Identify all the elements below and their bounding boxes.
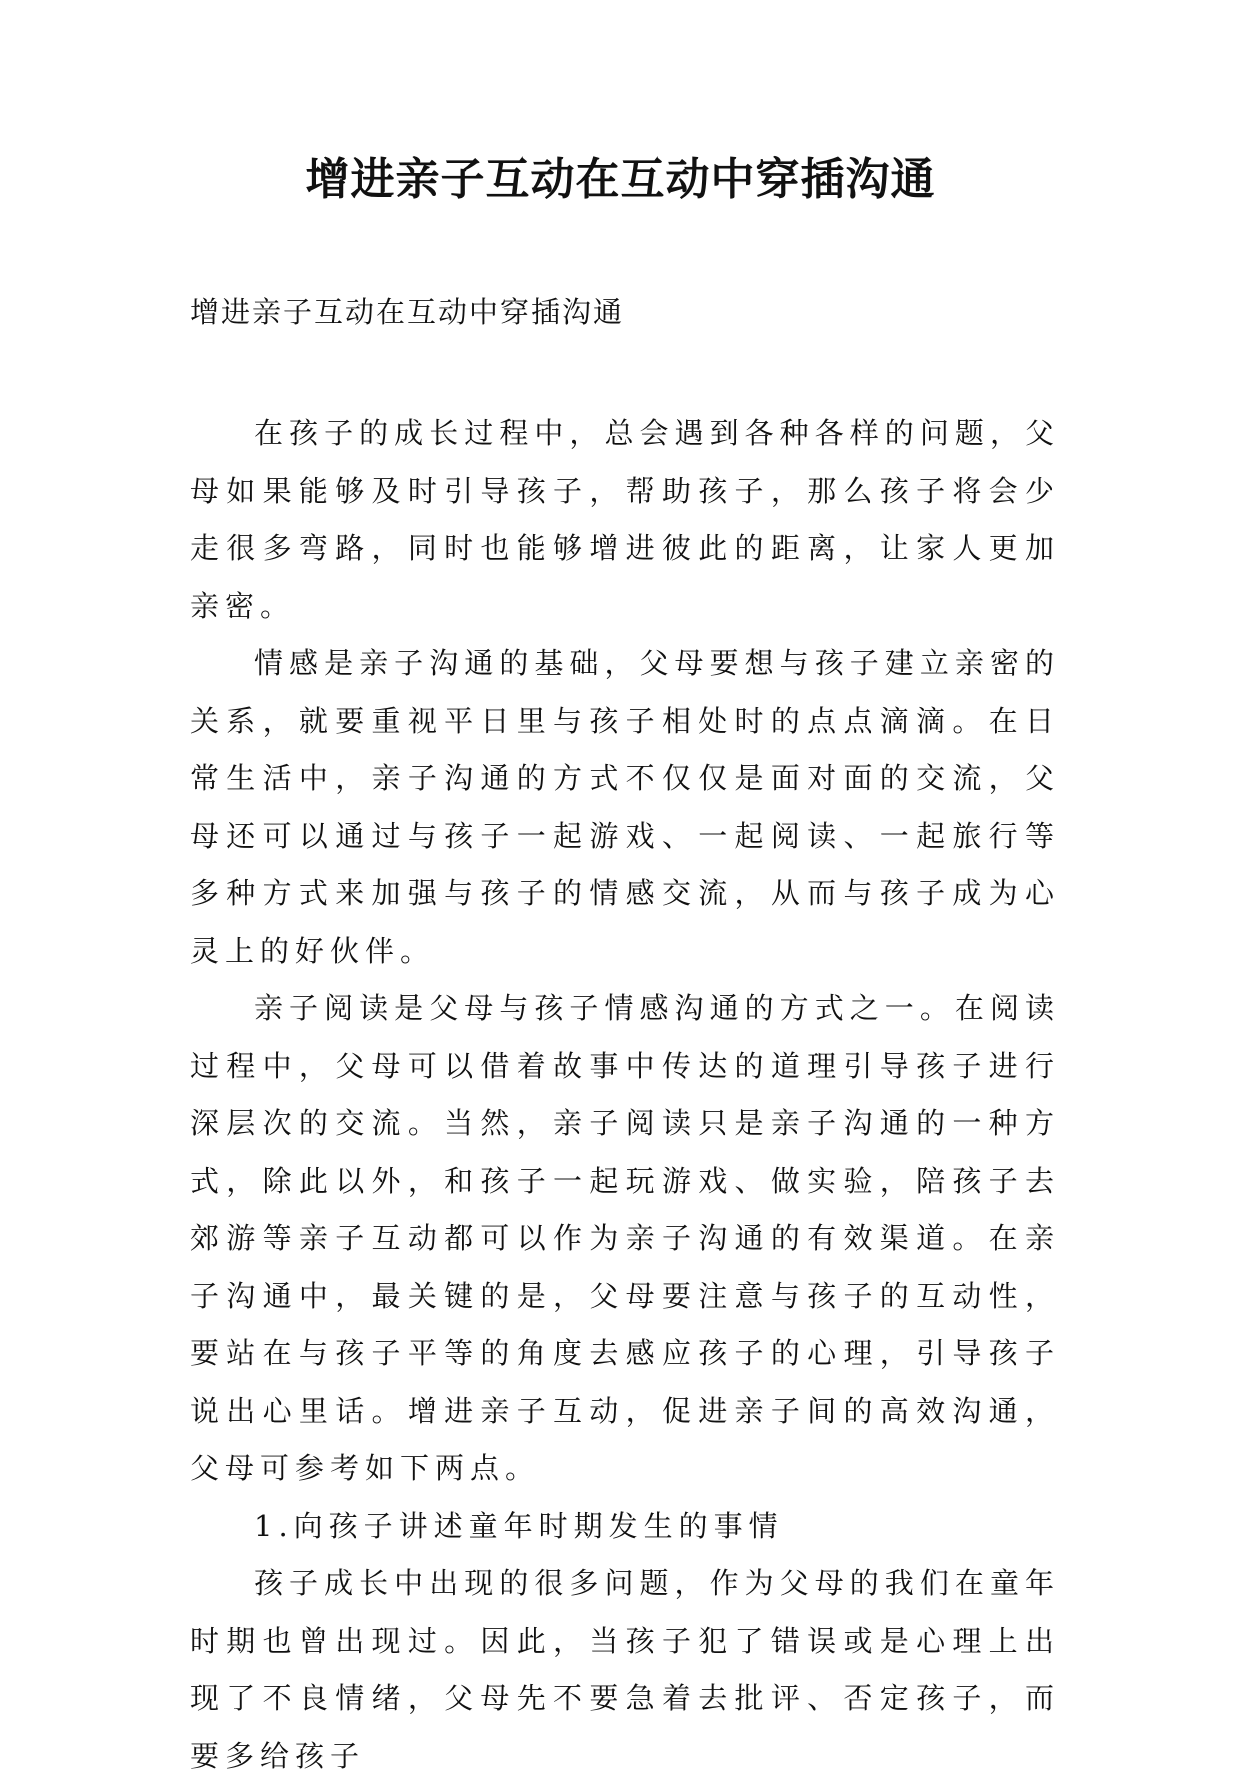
paragraph-intro: 在孩子的成长过程中，总会遇到各种各样的问题，父母如果能够及时引导孩子，帮助孩子，那么孩子将会少走很多弯路，同时也能够增进彼此的距离，让家人更加亲密。 [190,416,1060,623]
document-body [190,405,1060,1785]
paragraph-reading: 亲子阅读是父母与孩子情感沟通的方式之一。在阅读过程中，父母可以借着故事中传达的道理引导孩子进行深层次的交流。当然，亲子阅读只是亲子沟通的一种方式，除此以外，和孩子一起玩游戏、做实验，陪孩子去郊游等亲子互动都可以作为亲子沟通的有效渠道。在亲子沟通中，最关键的是，父母要注意与孩子的互动性，要站在与孩子平等的角度去感应孩子的心理，引导孩子说出心里话。增进亲子互动，促进亲子间的高效沟通，父母可参考如下两点。 [190,991,1060,1485]
paragraph-emotion: 情感是亲子沟通的基础，父母要想与孩子建立亲密的关系，就要重视平日里与孩子相处时的点点滴滴。在日常生活中，亲子沟通的方式不仅仅是面对面的交流，父母还可以通过与孩子一起游戏、一起阅读、一起旅行等多种方式来加强与孩子的情感交流，从而与孩子成为心灵上的好伙伴。 [190,646,1060,968]
paragraph-childhood: 孩子成长中出现的很多问题，作为父母的我们在童年时期也曾出现过。因此，当孩子犯了错误或是心理上出现了不良情绪，父母先不要急着去批评、否定孩子，而要多给孩子 [190,1566,1060,1773]
document-title: 增进亲子互动在互动中穿插沟通 [305,154,936,205]
document-subtitle: 增进亲子互动在互动中穿插沟通 [190,295,625,329]
section-heading-1: 1.向孩子讲述童年时期发生的事情 [254,1508,784,1543]
